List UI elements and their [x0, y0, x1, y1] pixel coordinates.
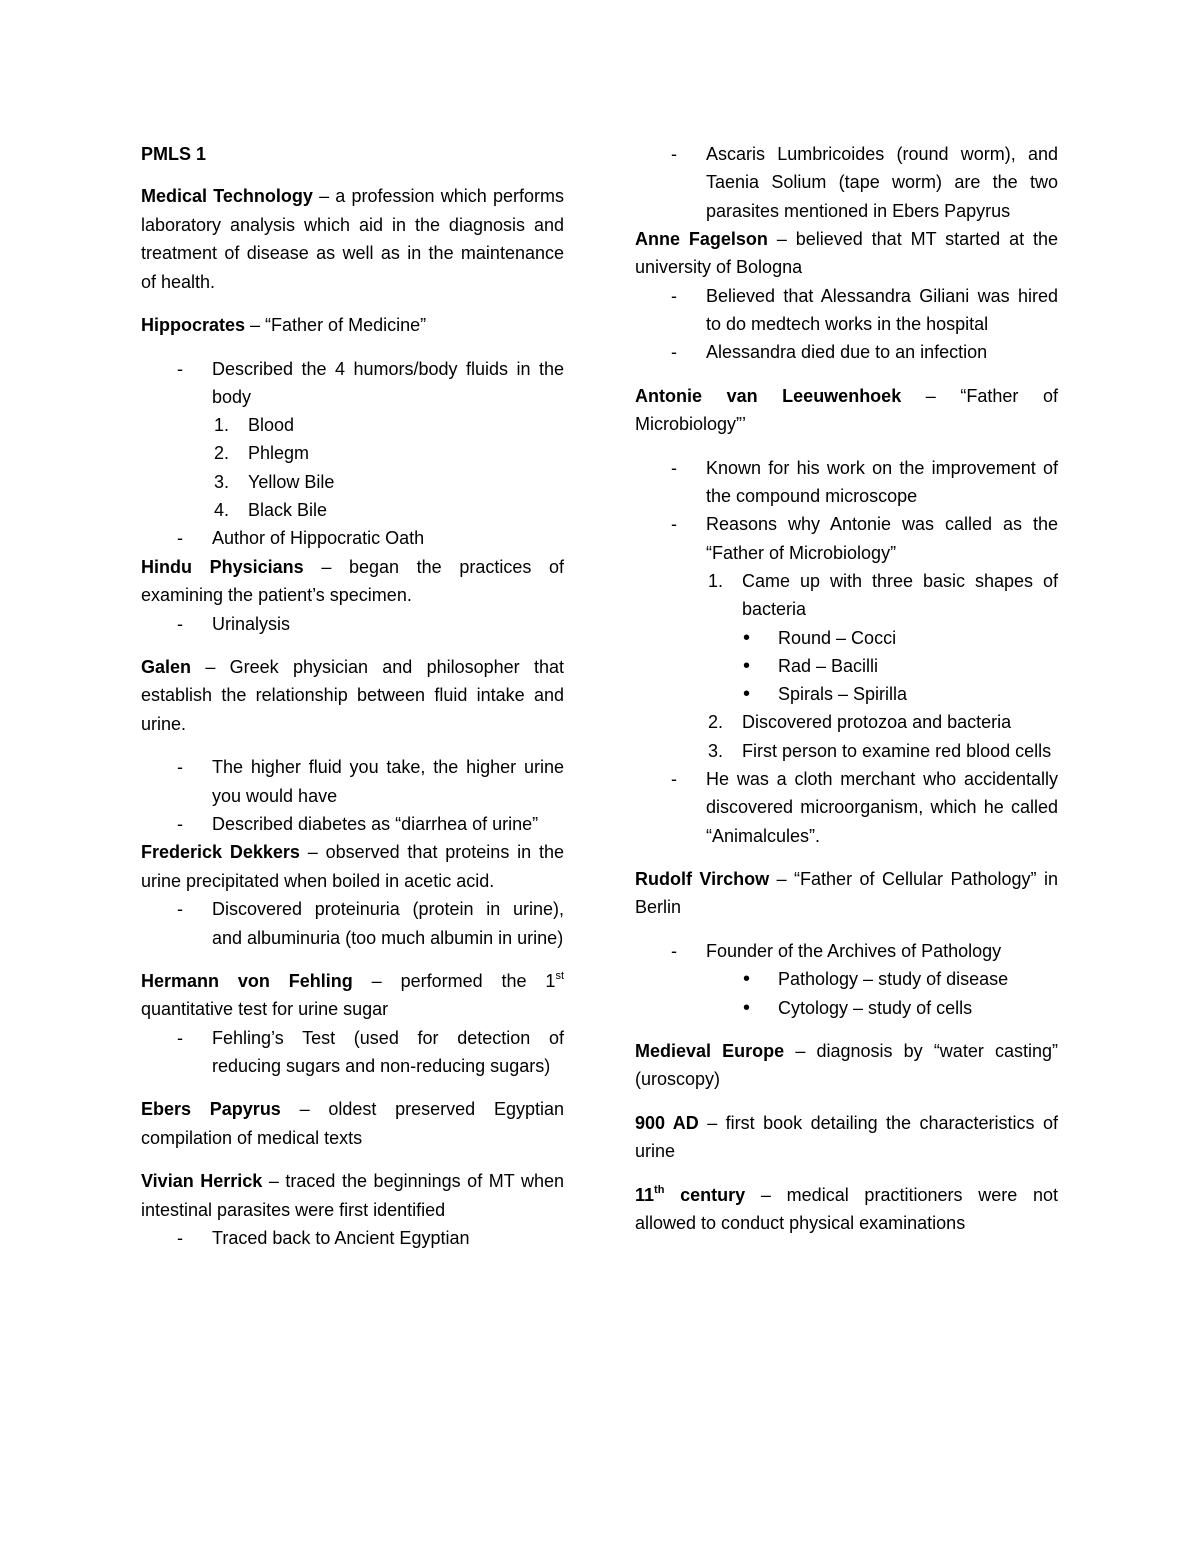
- list-item: - Believed that Alessandra Giliani was hired to do medtech works in the hospital: [635, 282, 1058, 339]
- list-item: - Reasons why Antonie was called as the “Father of Microbiology”: [635, 510, 1058, 567]
- page-title: PMLS 1: [141, 144, 207, 164]
- term: Medieval Europe: [635, 1040, 785, 1061]
- definition: – a profession which performs laboratory analysis which aid in the diagnosis and treatment of disease as well as in the maintenance of health.: [141, 186, 564, 292]
- entry-hindu-physicians: [141, 553, 564, 610]
- definition: – began the practices of examining the patient’s specimen.: [141, 556, 564, 606]
- term: Vivian Herrick: [141, 1171, 263, 1192]
- definition: – first book detailing the characteristics of urine: [635, 1112, 1058, 1162]
- definition: – “Father of Microbiology”’: [635, 385, 1058, 435]
- list-item: • Pathology – study of disease: [635, 965, 1058, 993]
- entry-ebers-papyrus: [141, 1095, 564, 1152]
- term: Medical Technology: [141, 186, 313, 206]
- list-item: • Spirals – Spirilla: [635, 680, 1058, 708]
- list-item: 2. Phlegm: [214, 443, 310, 464]
- list-item: 2. Discovered protozoa and bacteria: [708, 712, 1012, 733]
- entry-anne-fagelson: [635, 225, 1058, 282]
- definition: – Greek physician and philosopher that establish the relationship between fluid intake and urine.: [141, 656, 564, 734]
- term: Rudolf Virchow: [635, 868, 770, 889]
- term: Hindu Physicians: [141, 556, 304, 577]
- entry-900-ad: [635, 1109, 1058, 1166]
- list-item: - He was a cloth merchant who accidentally discovered microorganism, which he called “Animalcules”.: [635, 765, 1058, 850]
- list-item: 1. Came up with three basic shapes of bacteria: [708, 570, 1058, 620]
- list-item: - Alessandra died due to an infection: [635, 338, 1058, 366]
- term: 11th century: [635, 1183, 746, 1205]
- list-item: - Known for his work on the improvement of the compound microscope: [635, 454, 1058, 511]
- term: Galen: [141, 656, 192, 677]
- list-item: - Discovered proteinuria (protein in urine), and albuminuria (too much albumin in urine): [141, 895, 564, 952]
- entry-vivian-herrick: [141, 1167, 564, 1224]
- term: Frederick Dekkers: [141, 842, 300, 863]
- definition: – “Father of Cellular Pathology” in Berlin: [635, 868, 1058, 918]
- entry-hippocrates: [141, 311, 564, 340]
- term: Hippocrates: [141, 315, 246, 335]
- definition: – believed that MT started at the university of Bologna: [635, 228, 1059, 278]
- right-column: [635, 140, 1058, 1238]
- entry-medical-technology: [141, 182, 564, 296]
- entry-11th-century: [635, 1181, 1058, 1238]
- list-item: 3. First person to examine red blood cells: [708, 740, 1052, 761]
- definition: – diagnosis by “water casting” (uroscopy): [635, 1040, 1058, 1090]
- term: 900 AD: [635, 1112, 699, 1133]
- entry-medieval-europe: [635, 1037, 1058, 1094]
- definition: – traced the beginnings of MT when intestinal parasites were first identified: [141, 1171, 564, 1220]
- definition: – medical practitioners were not allowed to conduct physical examinations: [635, 1184, 1058, 1234]
- leeuwenhoek-list: [635, 454, 1058, 850]
- hippocrates-list: [141, 355, 564, 553]
- list-item: - Fehling’s Test (used for detection of reducing sugars and non-reducing sugars): [141, 1024, 564, 1081]
- list-item: - Ascaris Lumbricoides (round worm), and Taenia Solium (tape worm) are the two parasites mentioned in Ebers Papyrus: [635, 140, 1058, 225]
- entry-frederick-dekkers: [141, 838, 564, 895]
- list-item: - Author of Hippocratic Oath: [141, 524, 564, 552]
- term: Ebers Papyrus: [141, 1099, 281, 1120]
- left-column: [141, 140, 564, 1253]
- list-item: • Rad – Bacilli: [635, 652, 1058, 680]
- list-item: - Traced back to Ancient Egyptian: [141, 1224, 564, 1252]
- list-item: - The higher fluid you take, the higher urine you would have: [141, 753, 564, 810]
- entry-galen: [141, 653, 564, 739]
- term: Hermann von Fehling: [141, 970, 353, 991]
- list-item: 3. Yellow Bile: [214, 471, 335, 492]
- definition: – observed that proteins in the urine precipitated when boiled in acetic acid.: [141, 842, 564, 891]
- list-item: • Cytology – study of cells: [635, 994, 1058, 1022]
- list-item: • Round – Cocci: [635, 624, 1058, 652]
- list-item: - Urinalysis: [141, 610, 564, 638]
- list-item: 4. Black Bile: [214, 499, 328, 520]
- entry-rudolf-virchow: [635, 865, 1058, 922]
- virchow-list: [635, 937, 1058, 1022]
- entry-antonie-van-leeuwenhoek: [635, 382, 1058, 439]
- definition: – “Father of Medicine”: [245, 315, 427, 335]
- definition: – oldest preserved Egyptian compilation of medical texts: [141, 1099, 565, 1148]
- term: Anne Fagelson: [635, 228, 768, 249]
- term: Antonie van Leeuwenhoek: [635, 385, 902, 406]
- list-item: - Described diabetes as “diarrhea of urine”: [141, 810, 564, 838]
- galen-list: [141, 753, 564, 838]
- list-item: - Founder of the Archives of Pathology: [635, 937, 1058, 965]
- list-item: 1. Blood: [214, 415, 295, 436]
- list-item: - Described the 4 humors/body fluids in the body: [141, 355, 564, 412]
- entry-hermann-von-fehling: Hermann von Fehling – performed the 1st quantitative test for urine sugar: [141, 969, 564, 1020]
